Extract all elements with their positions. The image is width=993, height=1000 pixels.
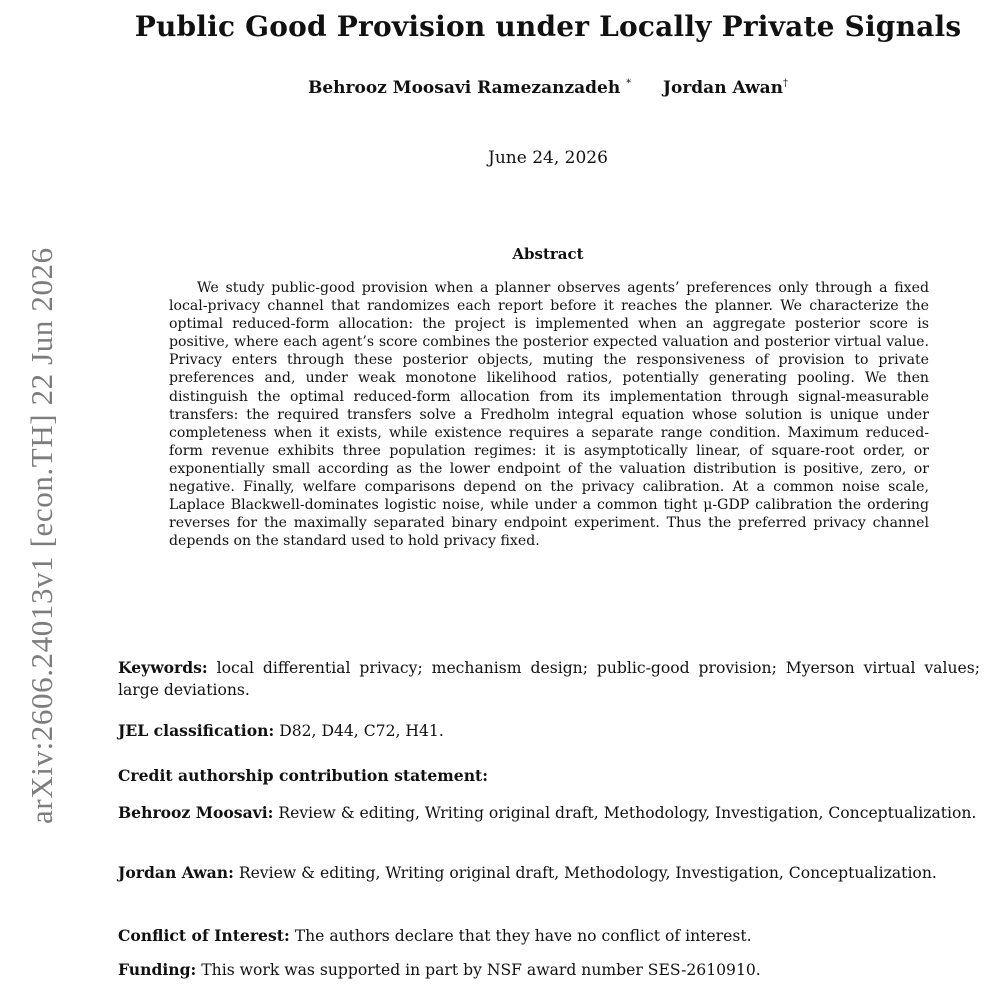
keywords-label: Keywords: xyxy=(118,658,208,677)
keywords-section xyxy=(118,657,980,701)
credit-author-text: Review & editing, Writing original draft, Methodology, Investigation, Conceptualization. xyxy=(278,804,977,822)
author-name: Jordan Awan xyxy=(662,78,783,98)
author-list xyxy=(100,78,993,98)
conflict-of-interest-section xyxy=(118,925,980,947)
funding-section xyxy=(118,959,980,981)
conflict-label: Conflict of Interest: xyxy=(118,926,290,945)
jel-section xyxy=(118,720,980,742)
credit-entry xyxy=(118,862,980,884)
keywords-text: local differential privacy; mechanism design; public-good provision; Myerson virtual values; large deviations. xyxy=(118,659,980,699)
conflict-text: The authors declare that they have no conflict of interest. xyxy=(294,927,752,945)
publication-date: June 24, 2026 xyxy=(488,148,608,168)
paper-title: Public Good Provision under Locally Private Signals xyxy=(134,10,962,43)
author-name: Behrooz Moosavi Ramezanzadeh xyxy=(308,78,621,98)
credit-entry xyxy=(118,802,980,824)
abstract-text: We study public-good provision when a planner observes agents’ preferences only through a fixed local-privacy channel that randomizes each report before it reaches the planner. We characterize the optimal reduced-form allocation: the project is implemented when an aggregate posterior score is positive, where each agent’s score combines the posterior expected valuation and posterior virtual value. Privacy enters through these posterior objects, muting the responsiveness of provision to private preferences and, under weak monotone likelihood ratios, potentially generating pooling. We then distinguish the optimal reduced-form allocation from its implementation through signal-measurable transfers: the required transfers solve a Fredholm integral equation whose solution is unique under completeness when it exists, while existence requires a separate range condition. Maximum reduced-form revenue exhibits three population regimes: it is asymptotically linear, of square-root order, or exponentially small according as the lower endpoint of the valuation distribution is positive, zero, or negative. Finally, welfare comparisons depend on the privacy calibration. At a common noise scale, Laplace Blackwell-dominates logistic noise, while under a common tight μ-GDP calibration the ordering reverses for the maximally separated binary endpoint experiment. Thus the preferred privacy channel depends on the standard used to hold privacy fixed. xyxy=(169,280,929,550)
jel-label: JEL classification: xyxy=(118,721,275,740)
credit-author-text: Review & editing, Writing original draft, Methodology, Investigation, Conceptualization. xyxy=(238,864,937,882)
funding-text: This work was supported in part by NSF award number SES-2610910. xyxy=(201,961,761,979)
abstract-heading: Abstract xyxy=(512,245,584,263)
jel-text: D82, D44, C72, H41. xyxy=(279,722,444,740)
funding-label: Funding: xyxy=(118,960,197,979)
author-footnote-mark: * xyxy=(626,78,632,89)
arxiv-identifier-stamp: arXiv:2606.24013v1 [econ.TH] 22 Jun 2026 xyxy=(24,247,59,825)
author-footnote-mark: † xyxy=(782,78,788,89)
credit-author-label: Behrooz Moosavi: xyxy=(118,803,274,822)
credit-heading: Credit authorship contribution statement: xyxy=(118,766,489,785)
credit-author-label: Jordan Awan: xyxy=(118,863,234,882)
